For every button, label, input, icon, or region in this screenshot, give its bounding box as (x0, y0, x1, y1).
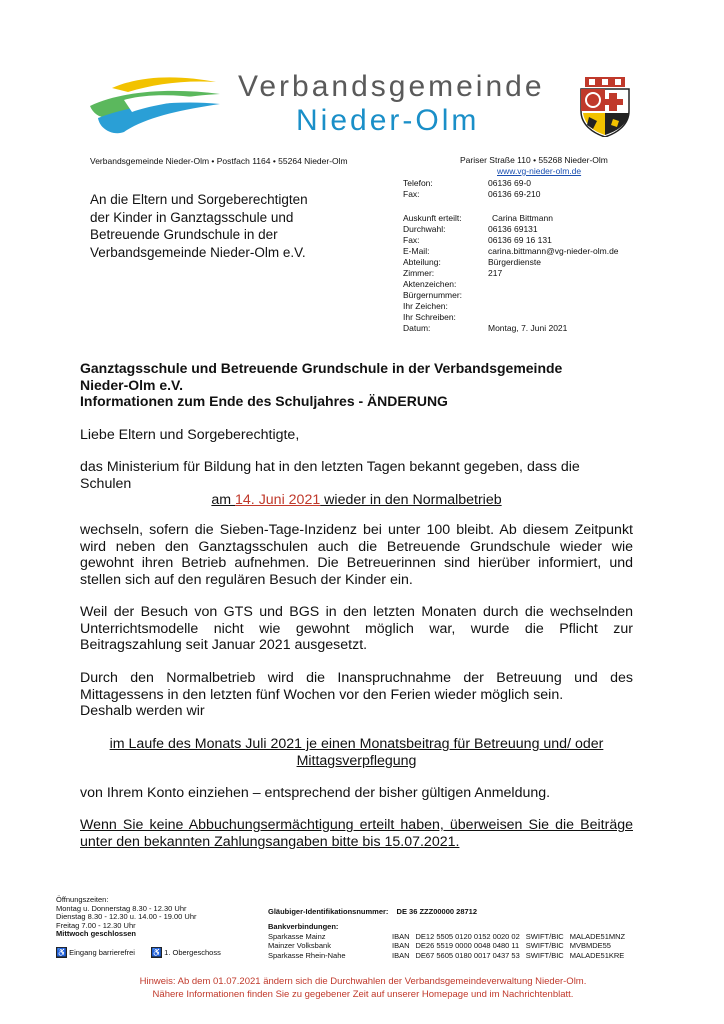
recipient-line: An die Eltern und Sorgeberechtigten (90, 192, 308, 207)
bank-name: Sparkasse Rhein-Nahe (268, 950, 346, 960)
highlight-pre: am (211, 492, 236, 508)
abteilung-value: Bürgerdienste (488, 257, 541, 267)
fax-label: Fax: (403, 189, 420, 199)
bank-name: Mainzer Volksbank (268, 941, 331, 951)
paragraph-3: Weil der Besuch von GTS und BGS in den letzten Monaten durch die wechselnden Unterrichtsmodelle nicht wie gewohnt möglich war, wurde die Pflicht zur Beitragszahlung seit Januar 2021 ausgesetzt. (80, 604, 633, 653)
fax2-label: Fax: (403, 235, 420, 245)
hours-line: Dienstag 8.30 - 12.30 u. 14.00 - 19.00 Uhr (56, 912, 197, 922)
paragraph-5-line1: im Laufe des Monats Juli 2021 je einen Monatsbeitrag für Betreuung und/ oder (109, 736, 604, 752)
iban: DE67 5605 0180 0017 0437 53 (415, 950, 520, 960)
paragraph-2: wechseln, sofern die Sieben-Tage-Inzidenz bei unter 100 bleibt. Ab diesem Zeitpunkt wird neben den Ganztagsschulen auch die Betreuende Grundschule wieder wie gewohnt ihren Betrieb aufnehmen. Die Betreuerinnen sind hierüber informiert, und stellen sich auf den regulären Besuch der Kinder ein. (80, 522, 633, 588)
bank-name: Sparkasse Mainz (268, 931, 326, 941)
website-link[interactable]: www.vg-nieder-olm.de (497, 166, 582, 176)
table-row (268, 941, 631, 950)
zimmer-label: Zimmer: (403, 268, 435, 278)
hours-closed: Mittwoch geschlossen (56, 929, 137, 939)
salutation: Liebe Eltern und Sorgeberechtigte, (80, 427, 300, 443)
table-row (268, 932, 631, 941)
paragraph-4-text: Durch den Normalbetrieb wird die Inanspruchnahme der Betreuung und des Mittagessens in den letzten fünf Wochen vor den Ferien wieder möglich sein. (80, 670, 633, 703)
ihr-schreiben-label: Ihr Schreiben: (403, 312, 456, 322)
hours-title: Öffnungszeiten: (56, 895, 109, 904)
org-name-line2: Nieder-Olm (296, 104, 480, 137)
recipient-block (90, 191, 308, 261)
aktenzeichen-label: Aktenzeichen: (403, 279, 457, 289)
paragraph-5 (80, 736, 633, 769)
office-address: Pariser Straße 110 • 55268 Nieder-Olm (460, 155, 608, 165)
swift-label: SWIFT/BIC (525, 931, 564, 941)
auskunft-label: Auskunft erteilt: (403, 213, 462, 223)
notice-line: Nähere Informationen finden Sie zu gegebener Zeit auf unserer Homepage und im Nachrichtenblatt. (152, 989, 574, 1000)
highlight-date: 14. Juni 2021 (235, 492, 321, 508)
wc-label: 1. Obergeschoss (164, 947, 221, 957)
paragraph-6: von Ihrem Konto einziehen – entsprechend der bisher gültigen Anmeldung. (80, 785, 551, 801)
wc-icon: ♿ (151, 947, 162, 957)
creditor-id-label: Gläubiger-Identifikationsnummer: (268, 907, 389, 916)
telefon-value: 06136 69-0 (488, 178, 532, 188)
swift-label: SWIFT/BIC (525, 950, 564, 960)
contact-values (488, 178, 619, 334)
logo-swoosh-icon (84, 70, 224, 140)
bic: MVBMDE55 (569, 941, 611, 951)
sender-address-line: Verbandsgemeinde Nieder-Olm • Postfach 1164 • 55264 Nieder-Olm (90, 156, 348, 166)
paragraph-5-line2: Mittagsverpflegung (296, 752, 417, 769)
subject-block (80, 360, 640, 410)
highlight-line (80, 492, 633, 509)
highlight-post: wieder in den Normalbetrieb (320, 492, 502, 508)
subject-line: Nieder-Olm e.V. (80, 376, 183, 393)
barrier-free-label: Eingang barrierefrei (69, 947, 135, 957)
iban-label: IBAN (392, 950, 410, 960)
table-row (268, 951, 631, 960)
iban: DE12 5505 0120 0152 0020 02 (415, 931, 520, 941)
datum-value: Montag, 7. Juni 2021 (488, 323, 568, 333)
org-name-line1: Verbandsgemeinde (238, 70, 545, 103)
durchwahl-label: Durchwahl: (403, 224, 446, 234)
subject-line: Ganztagsschule und Betreuende Grundschule in der Verbandsgemeinde (80, 360, 563, 376)
buergernummer-label: Bürgernummer: (403, 290, 463, 300)
recipient-line: Betreuende Grundschule in der (90, 227, 278, 242)
creditor-id-row (268, 907, 631, 916)
bic: MALADE51MNZ (569, 931, 626, 941)
email-value[interactable]: carina.bittmann@vg-nieder-olm.de (488, 246, 619, 256)
notice-line: Hinweis: Ab dem 01.07.2021 ändern sich die Durchwahlen der Verbandsgemeindeverwaltung Nieder-Olm. (139, 976, 587, 987)
bank-title: Bankverbindungen: (268, 922, 339, 932)
durchwahl-value: 06136 69131 (488, 224, 538, 234)
recipient-line: der Kinder in Ganztagsschule und (90, 209, 294, 225)
hours-line: Freitag 7.00 - 12.30 Uhr (56, 920, 136, 930)
bank-table (268, 932, 631, 960)
contact-labels (403, 178, 462, 334)
telefon-label: Telefon: (403, 178, 433, 188)
swift-label: SWIFT/BIC (525, 941, 564, 951)
iban-label: IBAN (392, 941, 410, 951)
zimmer-value: 217 (488, 268, 503, 278)
hours-line: Montag u. Donnerstag 8.30 - 12.30 Uhr (56, 903, 187, 913)
coat-of-arms-icon (579, 77, 631, 137)
iban: DE26 5519 0000 0048 0480 11 (415, 941, 520, 951)
email-label: E-Mail: (403, 246, 430, 256)
wheelchair-icon: ♿ (56, 947, 67, 957)
notice-block (80, 975, 646, 1001)
fax-value: 06136 69-210 (488, 189, 541, 199)
auskunft-value: Carina Bittmann (492, 213, 553, 223)
abteilung-label: Abteilung: (403, 257, 441, 267)
paragraph-4-end: Deshalb werden wir (80, 703, 205, 719)
creditor-id: DE 36 ZZZ00000 28712 (396, 907, 477, 916)
opening-hours (56, 896, 221, 958)
recipient-line: Verbandsgemeinde Nieder-Olm e.V. (90, 244, 306, 260)
bank-info (268, 907, 631, 960)
fax2-value: 06136 69 16 131 (488, 235, 552, 245)
subject-line: Informationen zum Ende des Schuljahres - ÄNDERUNG (80, 393, 448, 409)
paragraph-7: Wenn Sie keine Abbuchungsermächtigung erteilt haben, überweisen Sie die Beiträge unter den bekannten Zahlungsangaben bitte bis 15.07.2021. (80, 817, 633, 850)
paragraph-1: das Ministerium für Bildung hat in den letzten Tagen bekannt gegeben, dass die Schulen (80, 459, 580, 492)
iban-label: IBAN (392, 931, 410, 941)
ihr-zeichen-label: Ihr Zeichen: (403, 301, 448, 311)
bic: MALADE51KRE (569, 950, 625, 960)
paragraph-4 (80, 670, 633, 720)
accessibility-row (56, 947, 221, 958)
datum-label: Datum: (403, 323, 431, 333)
